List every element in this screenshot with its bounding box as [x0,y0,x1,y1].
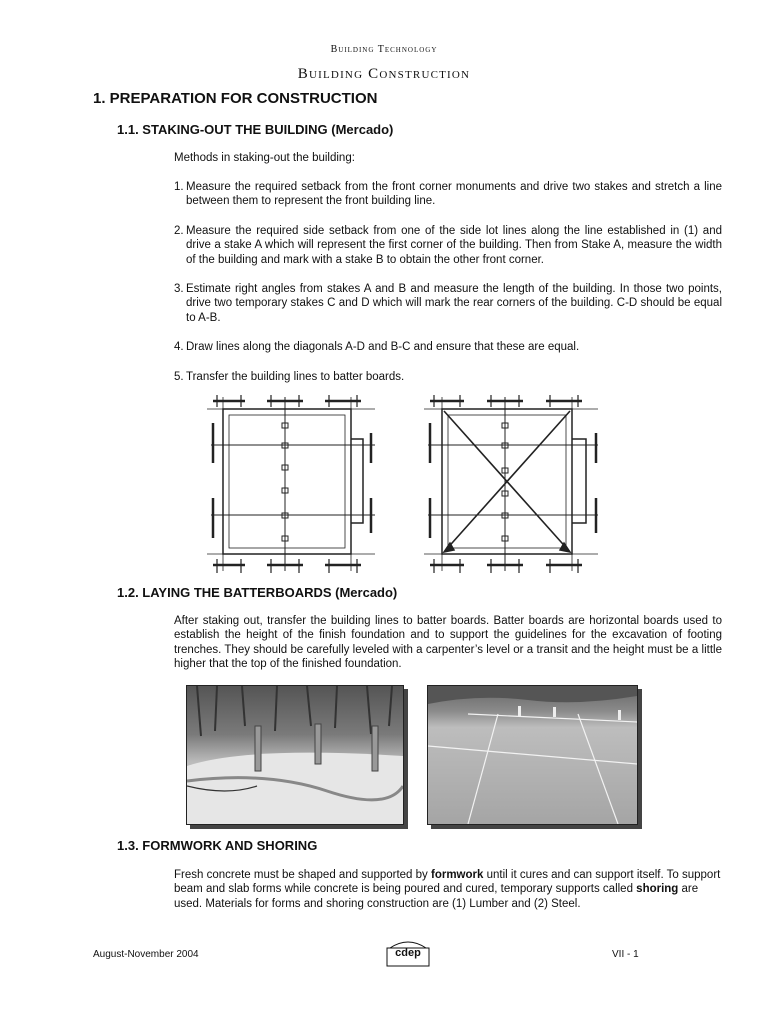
step-item [174,370,722,384]
section-1-heading: 1. PREPARATION FOR CONSTRUCTION [93,90,378,107]
formwork-text-3: are used. Materials for forms and shoring construction are (1) Lumber and (2) Steel. [174,883,699,910]
step-item [174,282,722,325]
step-text: Measure the required side setback from one of the side lot lines along the line established in (1) and drive a stake A which will represent the first corner of the building. Then from Stake A, measure the width of the building and mark with a stake B to obtain the other front corner. [186,224,722,266]
step-text: Estimate right angles from stakes A and B and measure the length of the building. In those two points, drive two temporary stakes C and D which will mark the rear corners of the building. C-D should be equal to A-B. [186,283,722,324]
formwork-paragraph [174,868,722,911]
step-item [174,180,722,209]
shoring-term: shoring [636,883,679,896]
footer-date: August-November 2004 [93,949,199,960]
header-title: Building Construction [297,66,471,82]
formwork-text-1: Fresh concrete must be shaped and supported by [174,869,431,881]
section-1-3-heading: 1.3. FORMWORK AND SHORING [117,838,318,853]
section-1-2-heading: 1.2. LAYING THE BATTERBOARDS (Mercado) [117,585,398,600]
site-photo-stakes [186,685,404,825]
footer-page-number: VII - 1 [612,949,639,960]
step-number: 4. [174,341,184,354]
header-subtitle: Building Technology [330,44,438,55]
site-photo-leveled [427,685,638,825]
formwork-text-2: until it cures and can support itself. To support beam and slab forms while concrete is being poured and cured, temporary supports called [174,869,721,896]
batter-board-diagram-right [422,393,607,578]
step-number: 5. [174,370,184,383]
step-number: 2. [174,224,184,237]
batterboards-paragraph: After staking out, transfer the building lines to batter boards. Batter boards are horizontal boards used to establish the height of the finish foundation and to support the guidelines for the excavation of footing trenches. They should be carefully leveled with a carpenter’s level or a transit and the height must be a little higher that the top of the finished foundation. [174,615,722,671]
step-item [174,340,722,354]
staking-steps [174,180,722,399]
logo-text: cdep [395,947,421,959]
step-number: 3. [174,283,184,296]
step-text: Transfer the building lines to batter boards. [186,370,405,383]
step-text: Measure the required setback from the front corner monuments and drive two stakes and stretch a line between them to represent the front building line. [186,181,722,208]
step-item [174,224,722,267]
step-text: Draw lines along the diagonals A-D and B-C and ensure that these are equal. [186,341,580,354]
step-number: 1. [174,181,184,193]
formwork-term: formwork [431,869,484,881]
staking-intro: Methods in staking-out the building: [174,152,355,164]
batter-board-diagram-left [205,393,385,578]
cdep-logo [386,938,430,968]
section-1-1-heading: 1.1. STAKING-OUT THE BUILDING (Mercado) [117,122,394,137]
